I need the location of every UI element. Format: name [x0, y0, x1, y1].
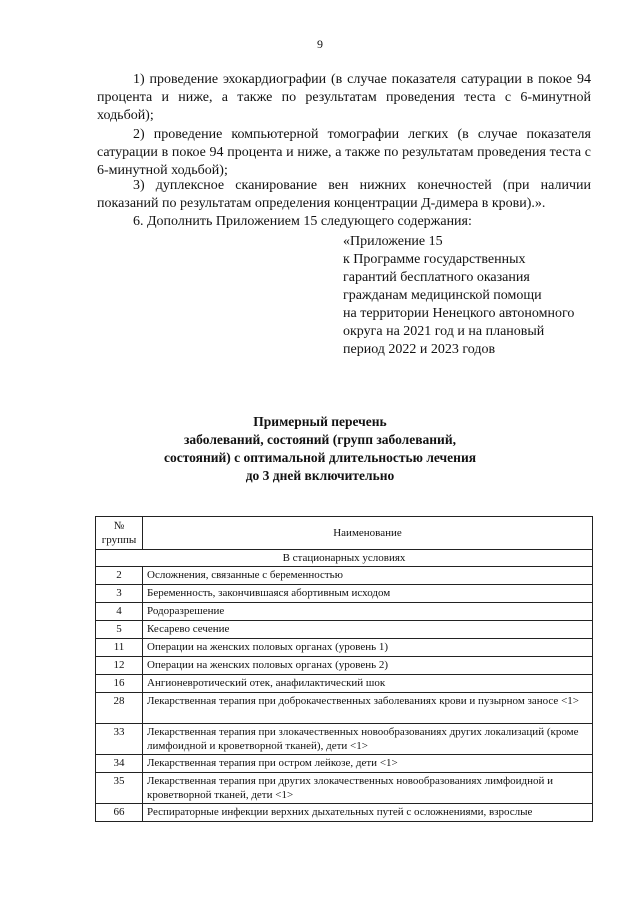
paragraph-echocardiography: [97, 71, 591, 125]
table-section-row: [96, 550, 593, 567]
page-number: 9: [317, 37, 323, 51]
table-row: [96, 621, 593, 639]
disease-groups-table: [95, 516, 593, 822]
table-row: [96, 693, 593, 724]
table-row: [96, 773, 593, 804]
document-title: [0, 413, 640, 485]
title-line: до 3 дней включительно: [245, 468, 395, 483]
group-name: Родоразрешение: [143, 603, 593, 621]
group-number: 35: [96, 773, 143, 804]
group-name: Операции на женских половых органах (уровень 1): [143, 639, 593, 657]
group-name: Ангионевротический отек, анафилактический шок: [143, 675, 593, 693]
appendix-line: «Приложение 15: [343, 234, 443, 249]
paragraph-amendment: [97, 213, 591, 231]
title-line: заболеваний, состояний (групп заболеваний,: [184, 432, 456, 447]
appendix-line: округа на 2021 год и на плановый: [343, 324, 545, 339]
paragraph-text: 3) дуплексное сканирование вен нижних конечностей (при наличии показаний по результатам определения концентрации Д-димера в крови).».: [97, 178, 591, 211]
appendix-line: гарантий бесплатного оказания: [343, 270, 530, 285]
group-name: Лекарственная терапия при других злокачественных новообразованиях лимфоидной и кроветворной тканей, дети <1>: [143, 773, 593, 804]
group-number: 12: [96, 657, 143, 675]
group-number: 5: [96, 621, 143, 639]
group-number: 16: [96, 675, 143, 693]
table-row: [96, 639, 593, 657]
group-number: 4: [96, 603, 143, 621]
section-label: В стационарных условиях: [96, 550, 593, 567]
appendix-line: к Программе государственных: [343, 252, 526, 267]
group-number: 2: [96, 567, 143, 585]
title-line: Примерный перечень: [253, 414, 387, 429]
paragraph-duplex-scan: [97, 177, 591, 213]
appendix-line: период 2022 и 2023 годов: [343, 342, 496, 357]
table-row: [96, 657, 593, 675]
group-name: Кесарево сечение: [143, 621, 593, 639]
table-row: [96, 603, 593, 621]
group-number: 11: [96, 639, 143, 657]
group-number: 66: [96, 804, 143, 822]
group-number: 34: [96, 755, 143, 773]
header-text: №: [113, 520, 125, 532]
column-header-name: Наименование: [143, 517, 593, 550]
appendix-header: [343, 233, 574, 359]
group-name: Лекарственная терапия при остром лейкозе, дети <1>: [143, 755, 593, 773]
group-name: Лекарственная терапия при злокачественных новообразованиях других локализаций (кроме лимфоидной и кроветворной тканей), дети <1>: [143, 724, 593, 755]
group-name: Осложнения, связанные с беременностью: [143, 567, 593, 585]
column-header-group-number: [96, 517, 143, 550]
group-number: 3: [96, 585, 143, 603]
table-row: [96, 804, 593, 822]
group-number: 33: [96, 724, 143, 755]
appendix-line: на территории Ненецкого автономного: [343, 306, 575, 321]
title-line: состояний) с оптимальной длительностью лечения: [163, 450, 477, 465]
table-row: [96, 567, 593, 585]
group-number: 28: [96, 693, 143, 724]
paragraph-text: 1) проведение эхокардиографии (в случае показателя сатурации в покое 94 процента и ниже, а также по результатам проведения теста с 6-минутной ходьбой);: [97, 72, 591, 123]
group-name: Операции на женских половых органах (уровень 2): [143, 657, 593, 675]
table-header-row: [96, 517, 593, 550]
table-row: [96, 755, 593, 773]
table-row: [96, 585, 593, 603]
paragraph-ct-lungs: [97, 126, 591, 180]
appendix-line: гражданам медицинской помощи: [343, 288, 542, 303]
table-row: [96, 724, 593, 755]
paragraph-text: 2) проведение компьютерной томографии легких (в случае показателя сатурации в покое 94 процента и ниже, а также по результатам проведения теста с 6-минутной ходьбой);: [97, 127, 591, 178]
group-name: Лекарственная терапия при доброкачественных заболеваниях крови и пузырном заносе <1>: [143, 693, 593, 724]
table-row: [96, 675, 593, 693]
header-text: группы: [101, 534, 137, 546]
paragraph-text: 6. Дополнить Приложением 15 следующего содержания:: [133, 214, 472, 229]
group-name: Респираторные инфекции верхних дыхательных путей с осложнениями, взрослые: [143, 804, 593, 822]
group-name: Беременность, закончившаяся абортивным исходом: [143, 585, 593, 603]
